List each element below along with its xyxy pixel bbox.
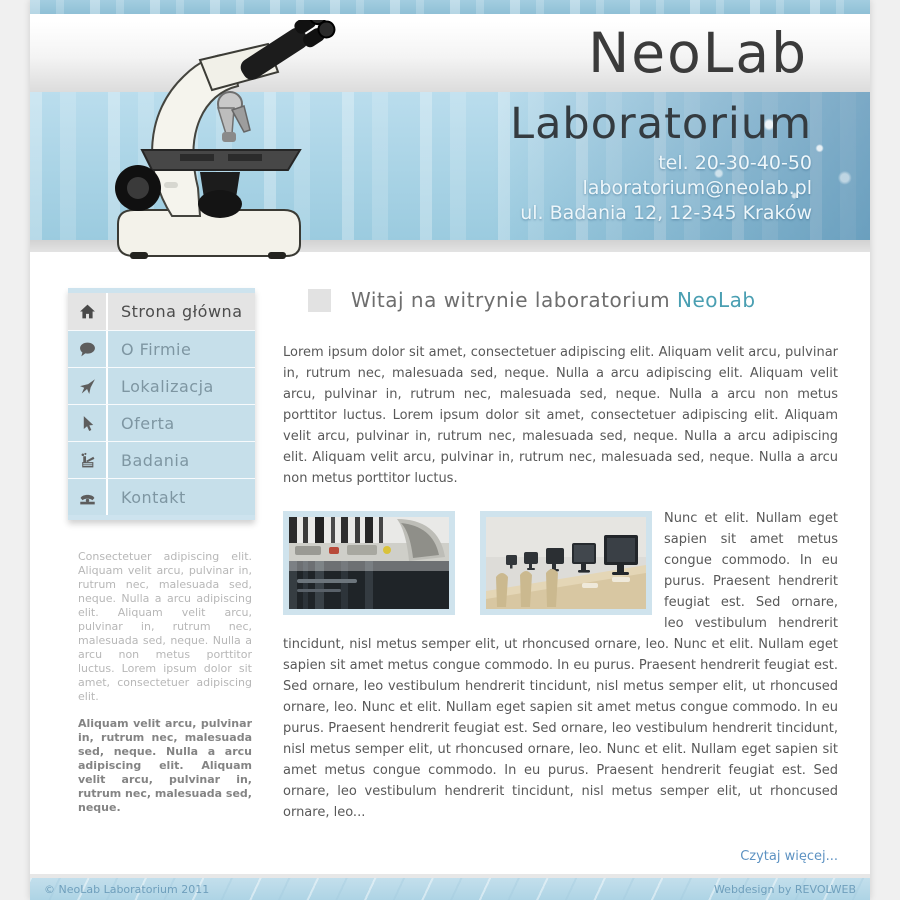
sidebar — [68, 288, 255, 828]
read-more-row — [283, 845, 838, 874]
header-email: laboratorium@neolab.pl — [582, 177, 812, 200]
header-contact-block — [30, 151, 812, 226]
lab-building-icon — [68, 442, 108, 478]
sidebar-item-badania[interactable] — [68, 441, 255, 478]
page-title-brand: NeoLab — [677, 288, 756, 312]
site-subtitle: Laboratorium — [510, 99, 812, 149]
header-address: ul. Badania 12, 12-345 Kraków — [520, 202, 812, 225]
sidebar-item-label: Oferta — [121, 413, 175, 433]
article-with-photos — [283, 508, 838, 874]
heading-bullet-square — [308, 289, 331, 312]
cursor-icon — [68, 405, 108, 441]
site-header — [30, 0, 870, 252]
page-heading-row — [283, 288, 838, 312]
main-column — [283, 288, 838, 874]
speech-bubble-icon — [68, 331, 108, 367]
sidebar-item-kontakt[interactable] — [68, 478, 255, 515]
main-navigation — [68, 288, 255, 520]
footer-credit-link[interactable]: Webdesign by REVOLWEB — [713, 882, 856, 896]
sidebar-item-label: Badania — [121, 450, 190, 470]
lab-interior-photo — [283, 511, 455, 615]
computer-room-photo — [480, 511, 652, 615]
logo-band — [30, 14, 870, 92]
plane-icon — [68, 368, 108, 404]
header-photo-band — [30, 92, 870, 240]
sidebar-note-paragraph: Consectetuer adipiscing elit. Aliquam velit arcu, pulvinar in, rutrum nec, malesuada sed, neque. Nulla a arcu adipiscing elit. Aliquam velit arcu, pulvinar in, rutrum nec, malesuada sed, neque. Nulla a arcu non metus porttitor luctus. Lorem ipsum dolor sit amet, consectetuer adipiscing elit. — [78, 550, 252, 703]
header-bottom-strip — [30, 240, 870, 252]
footer-copyright: © NeoLab Laboratorium 2011 — [44, 882, 210, 896]
header-top-strip — [30, 0, 870, 14]
sidebar-item-label: O Firmie — [121, 339, 192, 359]
sidebar-item-oferta[interactable] — [68, 404, 255, 441]
site-footer — [30, 878, 870, 900]
site-title: NeoLab — [588, 20, 808, 85]
page-title: Witaj na witrynie laboratorium NeoLab — [351, 288, 756, 312]
phone-icon — [68, 479, 108, 515]
sidebar-item-lokalizacja[interactable] — [68, 367, 255, 404]
sidebar-item-label: Strona główna — [121, 302, 243, 321]
sidebar-item-o-firmie[interactable] — [68, 330, 255, 367]
sidebar-item-label: Lokalizacja — [121, 376, 214, 396]
intro-paragraph: Lorem ipsum dolor sit amet, consectetuer adipiscing elit. Aliquam velit arcu, pulvinar in, rutrum nec, malesuada sed, neque. Nulla a arcu adipiscing elit. Aliquam velit arcu, pulvinar in, rutrum nec, malesuada sed, neque. Nulla a arcu non metus porttitor luctus. Lorem ipsum dolor sit amet, consectetuer adipiscing elit. Aliquam velit arcu, pulvinar in, rutrum nec, malesuada sed, neque. Nulla a arcu adipiscing elit. Aliquam velit arcu, pulvinar in, rutrum nec, malesuada sed, neque. Nulla a arcu non metus porttitor luctus. — [283, 345, 838, 486]
body-paragraph: Nunc et elit. Nullam eget sapien sit amet metus congue commodo. In eu purus. Praesent hendrerit feugiat est. Sed ornare, leo vestibulum hendrerit tincidunt, nisl metus semper elit, ut rhoncused ornare, leo. Nunc et elit. Nullam eget sapien sit amet metus congue commodo. In eu purus. Praesent hendrerit feugiat est. Sed ornare, leo vestibulum hendrerit tincidunt, nisl metus semper elit, ut rhoncused ornare, leo. Nunc et elit. Nullam eget sapien sit amet metus congue commodo. In eu purus. Praesent hendrerit feugiat est. Sed ornare, leo vestibulum hendrerit tincidunt, nisl metus semper elit, ut rhoncused ornare, leo. Nunc et elit. Nullam eget sapien sit amet metus congue commodo. In eu purus. Praesent hendrerit feugiat est. Sed ornare, leo vestibulum hendrerit tincidunt, nisl metus semper elit, ut rhoncused ornare, leo... — [283, 511, 838, 820]
page-container — [30, 0, 870, 900]
content-area — [30, 252, 870, 874]
sidebar-item-label: Kontakt — [121, 487, 186, 507]
home-icon — [68, 293, 108, 330]
sidebar-note — [78, 550, 252, 815]
sidebar-note-paragraph: Aliquam velit arcu, pulvinar in, rutrum nec, malesuada sed, neque. Nulla a arcu adipiscing elit. Aliquam velit arcu, pulvinar in, rutrum nec, malesuada sed, neque. — [78, 717, 252, 814]
sidebar-item-strona-glowna[interactable] — [68, 293, 255, 330]
header-phone: tel. 20-30-40-50 — [658, 152, 812, 175]
read-more-link[interactable]: Czytaj więcej... — [740, 849, 838, 864]
